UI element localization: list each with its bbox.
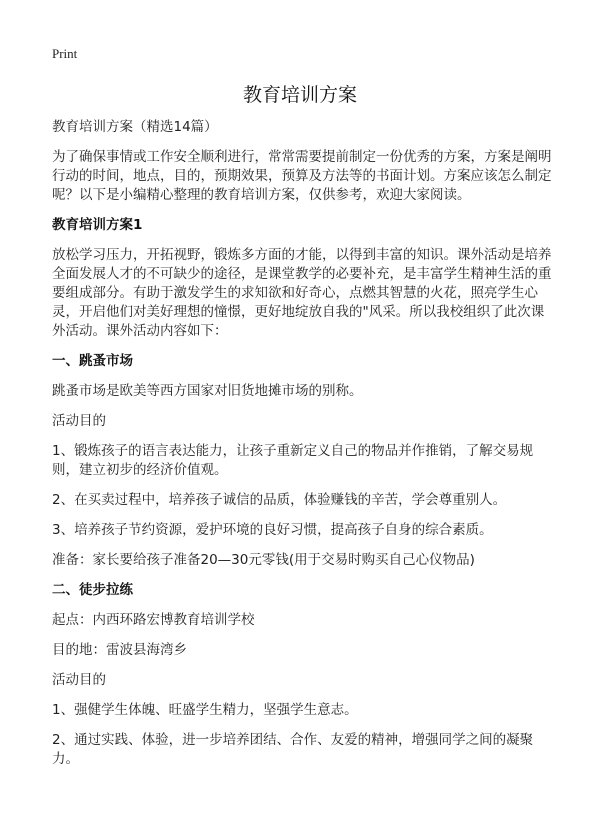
document-body [52,118,552,780]
part1-description: 跳蚤市场是欧美等西方国家对旧货地摊市场的别称。 [52,383,363,399]
part1-goal-item: 1、锻炼孩子的语言表达能力，让孩子重新定义自己的物品并作推销，了解交易规则，建立初步的经济价值观。 [52,443,534,478]
print-link[interactable]: Print [52,46,78,61]
part1-preparation: 准备：家长要给孩子准备20—30元零钱(用于交易时购买自己心仪物品) [52,552,475,568]
part2-start-point: 起点：内西环路宏博教育培训学校 [52,612,255,628]
part1-goal-item: 2、在买卖过程中，培养孩子诚信的品质，体验赚钱的辛苦，学会尊重别人。 [52,492,507,508]
part2-destination: 目的地：雷波县海湾乡 [52,642,187,658]
part1-goal-item: 3、培养孩子节约资源，爱护环境的良好习惯，提高孩子自身的综合素质。 [52,522,493,538]
section-heading: 教育培训方案1 [52,217,143,233]
part2-goal-item: 1、强健学生体魄、旺盛学生精力，坚强学生意志。 [52,702,358,718]
part2-goal-label: 活动目的 [52,672,106,688]
part2-goal-item: 2、通过实践、体验，进一步培养团结、合作、友爱的精神，增强同学之间的凝聚力。 [52,732,534,767]
part1-heading: 一、跳蚤市场 [52,353,133,369]
part1-goal-label: 活动目的 [52,413,106,429]
page-title: 教育培训方案 [242,84,357,106]
intro-paragraph: 为了确保事情或工作安全顺利进行，常常需要提前制定一份优秀的方案，方案是阐明行动的时间，地点，目的，预期效果，预算及方法等的书面计划。方案应该怎么制定呢？以下是小编精心整理的教育培训方案，仅供参考，欢迎大家阅读。 [52,149,552,203]
part2-heading: 二、徒步拉练 [52,582,133,598]
section-intro-paragraph: 放松学习压力，开拓视野，锻炼多方面的才能，以得到丰富的知识。课外活动是培养全面发展人才的不可缺少的途径，是课堂教学的必要补充，是丰富学生精神生活的重要组成部分。有助于激发学生的求知欲和好奇心，点燃其智慧的火花，照亮学生心灵，开启他们对美好理想的憧憬，更好地绽放自我的"风采。所以我校组织了此次课外活动。课外活动内容如下： [52,247,552,339]
document-subtitle: 教育培训方案（精选14篇） [52,119,218,135]
